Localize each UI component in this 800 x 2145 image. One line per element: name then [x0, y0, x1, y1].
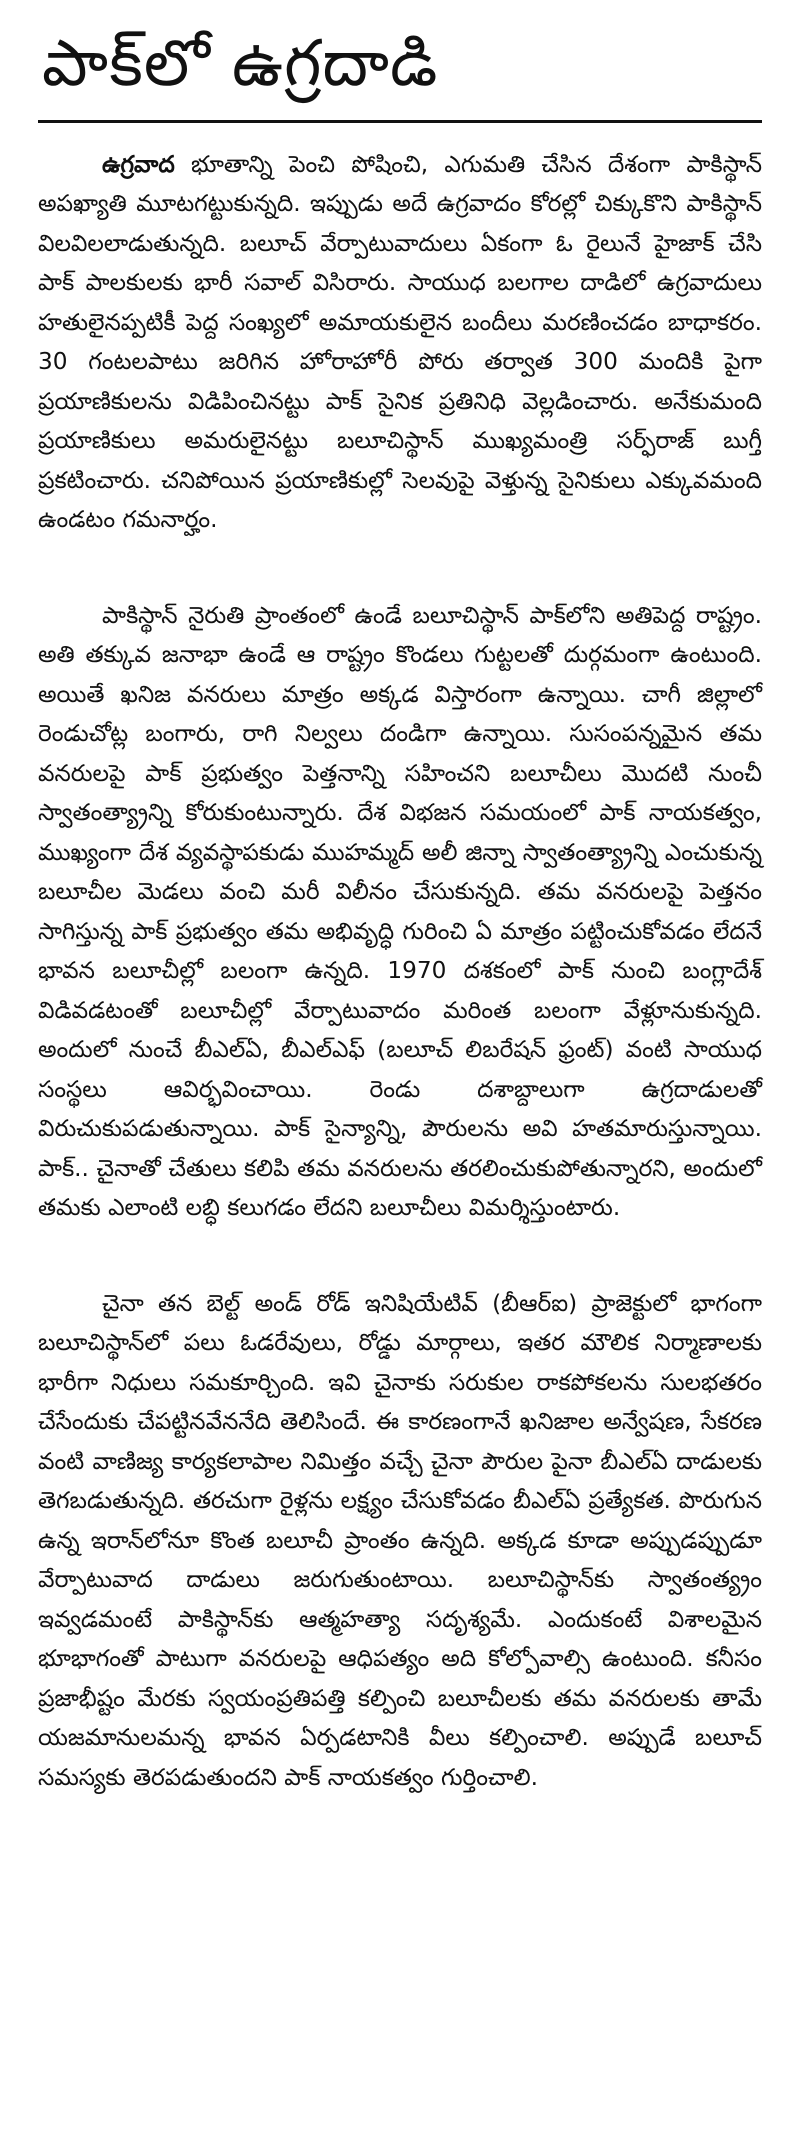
paragraph-1	[38, 145, 762, 540]
article-body	[38, 145, 762, 1798]
headline: పాక్‌లో ఉగ్రదాడి	[42, 27, 439, 101]
lead-word: ఉగ్రవాద	[102, 150, 175, 178]
paragraph-3	[38, 1284, 762, 1798]
paragraph-text: భూతాన్ని పెంచి పోషించి, ఎగుమతి చేసిన దేశంగా పాకిస్థాన్ అపఖ్యాతి మూటగట్టుకున్నది. ఇప్పుడు అదే ఉగ్రవాదం కోరల్లో చిక్కుకొని పాకిస్థాన్ విలవిలలాడుతున్నది. బలూచ్ వేర్పాటువాదులు ఏకంగా ఓ రైలునే హైజాక్ చేసి పాక్ పాలకులకు భారీ సవాల్ విసిరారు. సాయుధ బలగాల దాడిలో ఉగ్రవాదులు హతులైనప్పటికీ పెద్ద సంఖ్యలో అమాయకులైన బందీలు మరణించడం బాధాకరం. 30 గంటలపాటు జరిగిన హోరాహోరీ పోరు తర్వాత 300 మందికి పైగా ప్రయాణికులను విడిపించినట్టు పాక్ సైనిక ప్రతినిధి వెల్లడించారు. అనేకుమంది ప్రయాణికులు అమరులైనట్టు బలూచిస్థాన్ ముఖ్యమంత్రి సర్ఫ్‌రాజ్ బుగ్తీ ప్రకటించారు. చనిపోయిన ప్రయాణికుల్లో సెలవుపై వెళ్తున్న సైనికులు ఎక్కువమంది ఉండటం గమనార్హం.	[38, 150, 763, 534]
paragraph-text: పాకిస్థాన్ నైరుతి ప్రాంతంలో ఉండే బలూచిస్థాన్ పాక్‌లోని అతిపెద్ద రాష్ట్రం. అతి తక్కువ జనాభా ఉండే ఆ రాష్ట్రం కొండలు గుట్టలతో దుర్గమంగా ఉంటుంది. అయితే ఖనిజ వనరులు మాత్రం అక్కడ విస్తారంగా ఉన్నాయి. చాగీ జిల్లాలో రెండుచోట్ల బంగారు, రాగి నిల్వలు దండిగా ఉన్నాయి. సుసంపన్నమైన తమ వనరులపై పాక్ ప్రభుత్వం పెత్తనాన్ని సహించని బలూచీలు మొదటి నుంచీ స్వాతంత్య్రాన్ని కోరుకుంటున్నారు. దేశ విభజన సమయంలో పాక్ నాయకత్వం, ముఖ్యంగా దేశ వ్యవస్థాపకుడు ముహమ్మద్ అలీ జిన్నా స్వాతంత్య్రాన్ని ఎంచుకున్న బలూచీల మెడలు వంచి మరీ విలీనం చేసుకున్నది. తమ వనరులపై పెత్తనం సాగిస్తున్న పాక్ ప్రభుత్వం తమ అభివృద్ధి గురించి ఏ మాత్రం పట్టించుకోవడం లేదనే భావన బలూచీల్లో బలంగా ఉన్నది. 1970 దశకంలో పాక్ నుంచి బంగ్లాదేశ్ విడివడటంతో బలూచీల్లో వేర్పాటువాదం మరింత బలంగా వేళ్లూనుకున్నది. అందులో నుంచే బీఎల్ఏ, బీఎల్ఎఫ్ (బలూచ్ లిబరేషన్ ఫ్రంట్) వంటి సాయుధ సంస్థలు ఆవిర్భవించాయి. రెండు దశాబ్దాలుగా ఉగ్రదాడులతో విరుచుకుపడుతున్నాయి. పాక్ సైన్యాన్ని, పౌరులను అవి హతమారుస్తున్నాయి. పాక్.. చైనాతో చేతులు కలిపి తమ వనరులను తరలించుకుపోతున్నారని, అందులో తమకు ఎలాంటి లబ్ధి కలుగడం లేదని బలూచీలు విమర్శిస్తుంటారు.	[38, 601, 762, 1222]
paragraph-text: చైనా తన బెల్ట్ అండ్ రోడ్ ఇనిషియేటివ్ (బీఆర్ఐ) ప్రాజెక్టులో భాగంగా బలూచిస్థాన్‌లో పలు ఓడరేవులు, రోడ్డు మార్గాలు, ఇతర మౌలిక నిర్మాణాలకు భారీగా నిధులు సమకూర్చింది. ఇవి చైనాకు సరుకుల రాకపోకలను సులభతరం చేసేందుకు చేపట్టినవేననేది తెలిసిందే. ఈ కారణంగానే ఖనిజాల అన్వేషణ, సేకరణ వంటి వాణిజ్య కార్యకలాపాల నిమిత్తం వచ్చే చైనా పౌరుల పైనా బీఎల్ఏ దాడులకు తెగబడుతున్నది. తరచుగా రైళ్లను లక్ష్యం చేసుకోవడం బీఎల్ఏ ప్రత్యేకత. పొరుగున ఉన్న ఇరాన్‌లోనూ కొంత బలూచీ ప్రాంతం ఉన్నది. అక్కడ కూడా అప్పుడప్పుడూ వేర్పాటువాద దాడులు జరుగుతుంటాయి. బలూచిస్థాన్‌కు స్వాతంత్య్రం ఇవ్వడమంటే పాకిస్థాన్‌కు ఆత్మహత్యా సదృశ్యమే. ఎందుకంటే విశాలమైన భూభాగంతో పాటుగా వనరులపై ఆధిపత్యం అది కోల్పోవాల్సి ఉంటుంది. కనీసం ప్రజాభీష్టం మేరకు స్వయంప్రతిపత్తి కల్పించి బలూచీలకు తమ వనరులకు తామే యజమానులమన్న భావన ఏర్పడటానికి వీలు కల్పించాలి. అప్పుడే బలూచ్ సమస్యకు తెరపడుతుందని పాక్ నాయకత్వం గుర్తించాలి.	[38, 1289, 762, 1791]
paragraph-2	[38, 596, 762, 1228]
headline-divider	[38, 120, 762, 123]
